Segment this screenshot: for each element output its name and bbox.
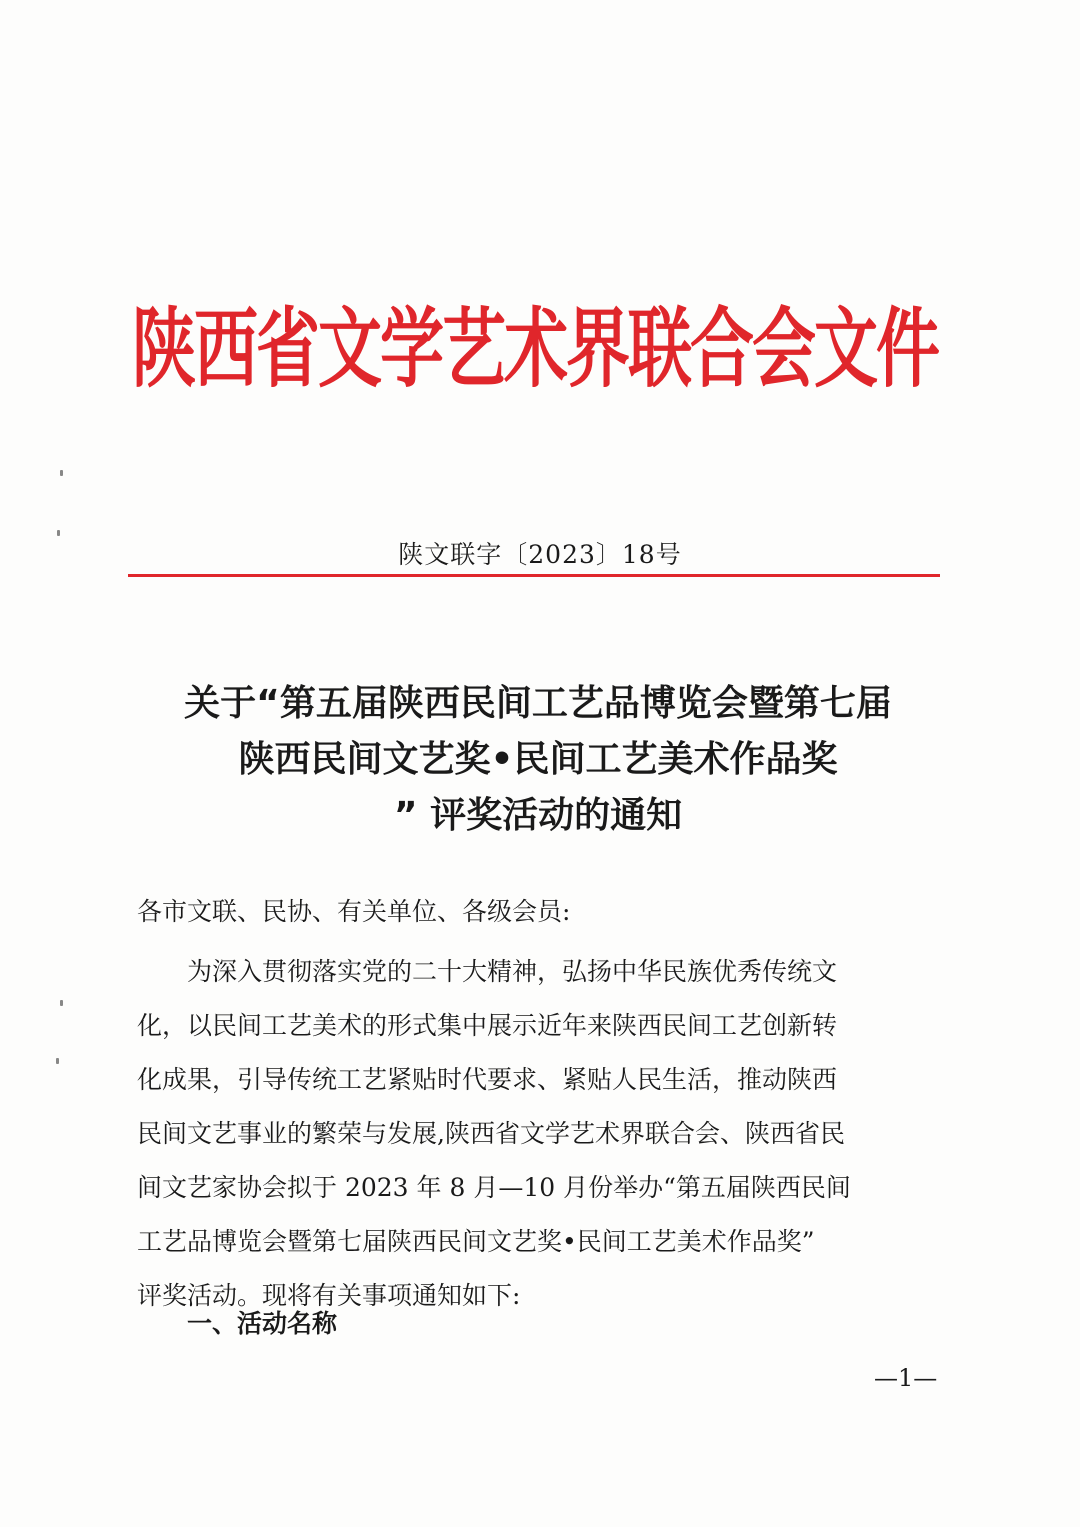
body-line: 间文艺家协会拟于 2023 年 8 月—10 月份举办“第五届陕西民间 (137, 1173, 851, 1202)
scan-speck (60, 1000, 63, 1006)
document-number: 陕文联字〔2023〕18号 (398, 540, 682, 569)
document-masthead: 陕西省文学艺术界联合会文件 (132, 300, 938, 400)
body-line: 评奖活动。现将有关事项通知如下: (137, 1281, 521, 1310)
body-line: 为深入贯彻落实党的二十大精神，弘扬中华民族优秀传统文 (187, 957, 838, 986)
body-line: 工艺品博览会暨第七届陕西民间文艺奖•民间工艺美术作品奖” (137, 1227, 815, 1256)
section-heading: 一、活动名称 (187, 1309, 338, 1338)
scan-speck (60, 470, 63, 476)
page-number: —1— (874, 1364, 938, 1392)
title-line-2: 陕西民间文艺奖•民间工艺美术作品奖 (238, 739, 838, 780)
body-line: 民间文艺事业的繁荣与发展,陕西省文学艺术界联合会、陕西省民 (137, 1119, 845, 1148)
body-paragraph (137, 945, 943, 1323)
title-line-1: 关于“第五届陕西民间工艺品博览会暨第七届 (184, 683, 892, 724)
body-line: 化，以民间工艺美术的形式集中展示近年来陕西民间工艺创新转 (137, 1011, 838, 1040)
title-line-3: ” 评奖活动的通知 (393, 795, 683, 836)
red-separator-line (128, 574, 940, 577)
scan-speck (56, 1058, 59, 1064)
salutation: 各市文联、民协、有关单位、各级会员: (137, 897, 571, 926)
body-line: 化成果，引导传统工艺紧贴时代要求、紧贴人民生活，推动陕西 (137, 1065, 838, 1094)
notice-title (118, 676, 958, 844)
